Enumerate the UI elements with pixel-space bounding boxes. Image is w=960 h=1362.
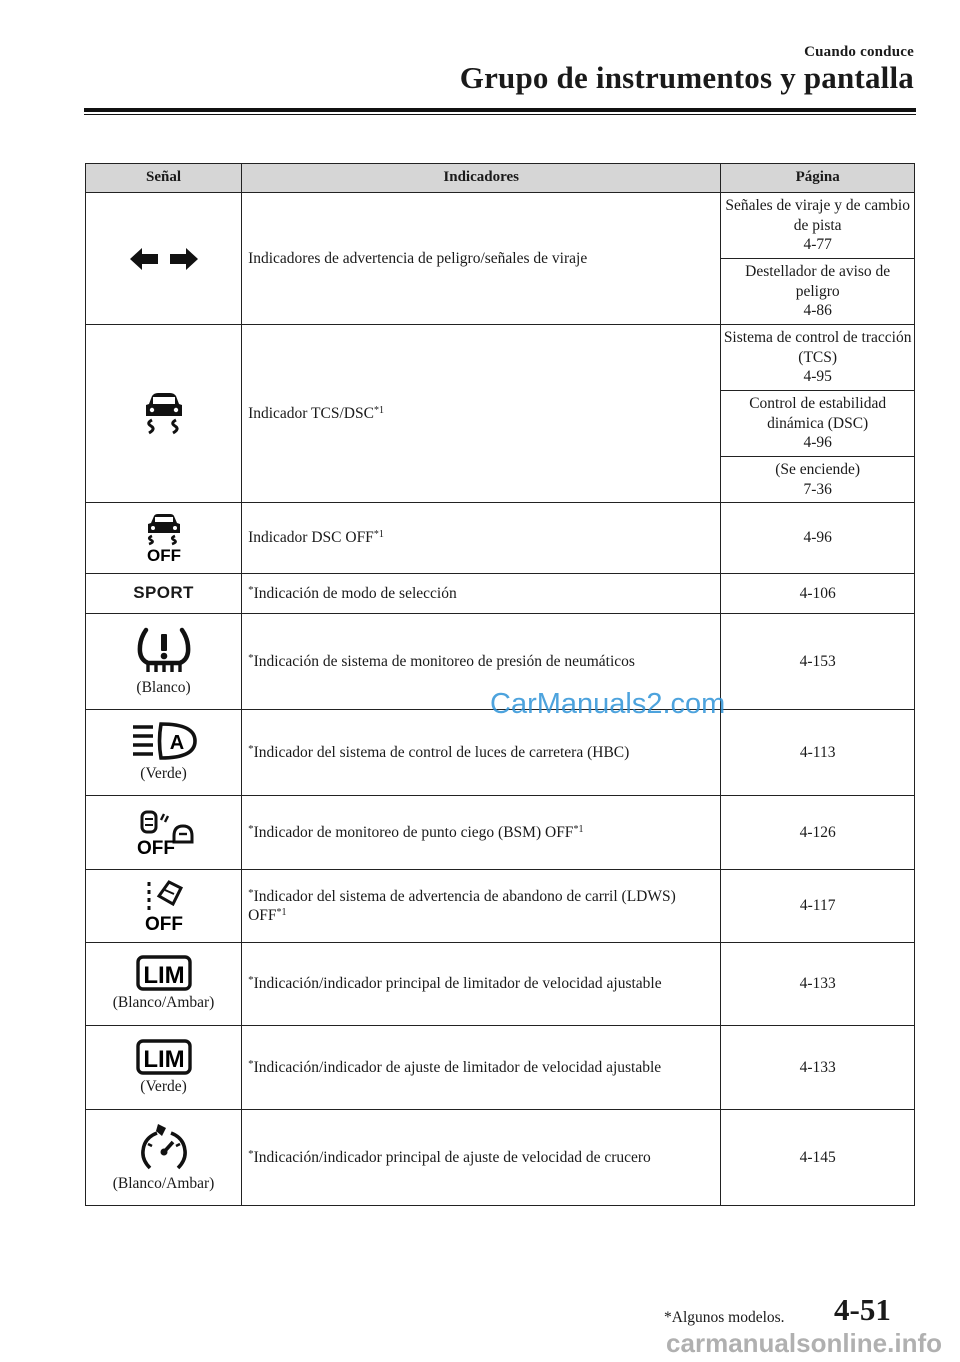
optional-mark: * bbox=[248, 974, 254, 987]
page-ref: 4-133 bbox=[799, 1058, 836, 1076]
cruise-icon bbox=[138, 1122, 190, 1172]
svg-text:OFF: OFF bbox=[144, 914, 183, 932]
optional-mark: * bbox=[248, 886, 254, 899]
svg-text:LIM: LIM bbox=[142, 962, 185, 990]
page-description: (Se enciende) bbox=[775, 461, 861, 478]
color-caption: (Blanco/Ambar) bbox=[112, 1174, 215, 1192]
page-ref: 4-95 bbox=[803, 368, 832, 386]
signal-cell bbox=[86, 325, 242, 503]
page-description: Sistema de control de tracción (TCS) bbox=[723, 329, 912, 366]
table-row bbox=[86, 1026, 915, 1110]
page-cell bbox=[721, 710, 915, 796]
page-cell bbox=[721, 870, 915, 943]
svg-text:OFF: OFF bbox=[136, 837, 175, 856]
indicator-cell bbox=[242, 503, 721, 574]
page-description: Señales de viraje y de cambio de pista bbox=[725, 197, 910, 234]
indicator-text: Indicación/indicador principal de limitador de velocidad ajustable bbox=[253, 975, 662, 993]
page-ref: 4-77 bbox=[803, 236, 832, 254]
optional-mark: * bbox=[248, 1147, 254, 1160]
tpms-icon bbox=[136, 626, 192, 676]
indicator-text: Indicador del sistema de control de luces de carretera (HBC) bbox=[253, 743, 630, 761]
signal-cell bbox=[86, 870, 242, 943]
color-caption: (Verde) bbox=[140, 764, 187, 782]
signal-cell bbox=[86, 1110, 242, 1206]
page-cell bbox=[721, 796, 915, 870]
page-ref: 4-126 bbox=[799, 823, 836, 841]
table-row bbox=[86, 503, 915, 574]
page-cell bbox=[721, 259, 915, 325]
footnote-mark: *1 bbox=[373, 404, 384, 416]
page-description: Destellador de aviso de peligro bbox=[745, 263, 891, 300]
tcs-dsc-icon bbox=[140, 392, 188, 436]
indicator-cell bbox=[242, 796, 721, 870]
page-ref: 4-117 bbox=[799, 897, 836, 915]
table-row bbox=[86, 870, 915, 943]
page-ref: 7-36 bbox=[803, 480, 832, 498]
bsm-off-icon bbox=[134, 810, 194, 856]
sport-mode-icon: SPORT bbox=[133, 583, 194, 603]
ldws-off-icon bbox=[139, 880, 189, 932]
indicator-cell bbox=[242, 710, 721, 796]
signal-cell bbox=[86, 574, 242, 614]
svg-text:OFF: OFF bbox=[146, 546, 181, 563]
table-row bbox=[86, 796, 915, 870]
table-row bbox=[86, 325, 915, 391]
page-cell bbox=[721, 574, 915, 614]
page-cell bbox=[721, 1110, 915, 1206]
page-title: Grupo de instrumentos y pantalla bbox=[459, 60, 914, 95]
footnote-mark: *1 bbox=[373, 529, 384, 541]
signal-cell bbox=[86, 710, 242, 796]
page-cell bbox=[721, 391, 915, 457]
svg-text:LIM: LIM bbox=[142, 1045, 185, 1073]
indicator-cell bbox=[242, 325, 721, 503]
signal-cell bbox=[86, 796, 242, 870]
indicator-table bbox=[85, 163, 915, 1206]
indicator-text: Indicador DSC OFF bbox=[248, 529, 374, 547]
page-description: Control de estabilidad dinámica (DSC) bbox=[749, 395, 887, 432]
color-caption: (Blanco/Ambar) bbox=[112, 994, 215, 1012]
dsc-off-icon bbox=[137, 513, 191, 563]
page-cell bbox=[721, 614, 915, 710]
page-ref: 4-96 bbox=[803, 529, 832, 547]
table-row bbox=[86, 574, 915, 614]
section-title: Cuando conduce bbox=[804, 44, 914, 60]
page-cell bbox=[721, 457, 915, 503]
footnote-mark: *1 bbox=[573, 823, 584, 835]
column-header-indicators: Indicadores bbox=[242, 164, 721, 193]
page-number: 4-51 bbox=[834, 1292, 891, 1327]
page-ref: 4-153 bbox=[799, 652, 836, 670]
svg-text:A: A bbox=[169, 731, 184, 754]
page-ref: 4-106 bbox=[799, 584, 836, 602]
indicator-text: Indicación/indicador principal de ajuste de velocidad de crucero bbox=[253, 1148, 651, 1166]
indicator-text: Indicadores de advertencia de peligro/señales de viraje bbox=[248, 249, 588, 267]
page-ref: 4-96 bbox=[803, 434, 832, 452]
column-header-page: Página bbox=[721, 164, 915, 193]
page-cell bbox=[721, 193, 915, 259]
page-ref: 4-86 bbox=[803, 302, 832, 320]
table-row bbox=[86, 1110, 915, 1206]
page-ref: 4-133 bbox=[799, 975, 836, 993]
signal-cell bbox=[86, 193, 242, 325]
indicator-text: Indicador TCS/DSC bbox=[248, 404, 374, 422]
table-row bbox=[86, 943, 915, 1026]
indicator-text: Indicación de modo de selección bbox=[253, 584, 457, 602]
page-cell bbox=[721, 943, 915, 1026]
hbc-icon bbox=[129, 722, 199, 762]
indicator-cell bbox=[242, 574, 721, 614]
color-caption: (Verde) bbox=[140, 1077, 187, 1095]
lim-icon bbox=[136, 955, 192, 991]
header-rule-thin bbox=[84, 114, 916, 115]
signal-cell bbox=[86, 614, 242, 710]
table-row bbox=[86, 193, 915, 259]
indicator-text: Indicador del sistema de advertencia de abandono de carril (LDWS) OFF bbox=[248, 887, 676, 924]
indicator-text: Indicación/indicador de ajuste de limitador de velocidad ajustable bbox=[253, 1058, 662, 1076]
signal-cell bbox=[86, 1026, 242, 1110]
indicator-cell bbox=[242, 870, 721, 943]
indicator-cell bbox=[242, 1110, 721, 1206]
optional-mark: * bbox=[248, 742, 254, 755]
indicator-text: Indicación de sistema de monitoreo de presión de neumáticos bbox=[253, 652, 635, 670]
indicator-cell bbox=[242, 1026, 721, 1110]
table-row bbox=[86, 710, 915, 796]
page-cell bbox=[721, 325, 915, 391]
indicator-text: Indicador de monitoreo de punto ciego (BSM) OFF bbox=[253, 823, 574, 841]
hazard-arrows-icon bbox=[128, 246, 200, 272]
page-ref: 4-145 bbox=[799, 1148, 836, 1166]
column-header-signal: Señal bbox=[86, 164, 242, 193]
footnote-mark: *1 bbox=[276, 907, 287, 918]
indicator-cell bbox=[242, 943, 721, 1026]
site-watermark: carmanualsonline.info bbox=[666, 1328, 942, 1358]
watermark: CarManuals2.com bbox=[490, 688, 726, 720]
page-cell bbox=[721, 503, 915, 574]
lim-set-icon bbox=[136, 1039, 192, 1075]
signal-cell bbox=[86, 503, 242, 574]
header-rule bbox=[84, 108, 916, 112]
page-cell bbox=[721, 1026, 915, 1110]
footnote: *Algunos modelos. bbox=[664, 1309, 785, 1326]
optional-mark: * bbox=[248, 583, 254, 596]
table-header-row bbox=[86, 164, 915, 193]
color-caption: (Blanco) bbox=[136, 678, 191, 696]
optional-mark: * bbox=[248, 1057, 254, 1070]
optional-mark: * bbox=[248, 651, 254, 664]
page-ref: 4-113 bbox=[799, 743, 836, 761]
optional-mark: * bbox=[248, 822, 254, 835]
signal-cell bbox=[86, 943, 242, 1026]
indicator-cell bbox=[242, 193, 721, 325]
